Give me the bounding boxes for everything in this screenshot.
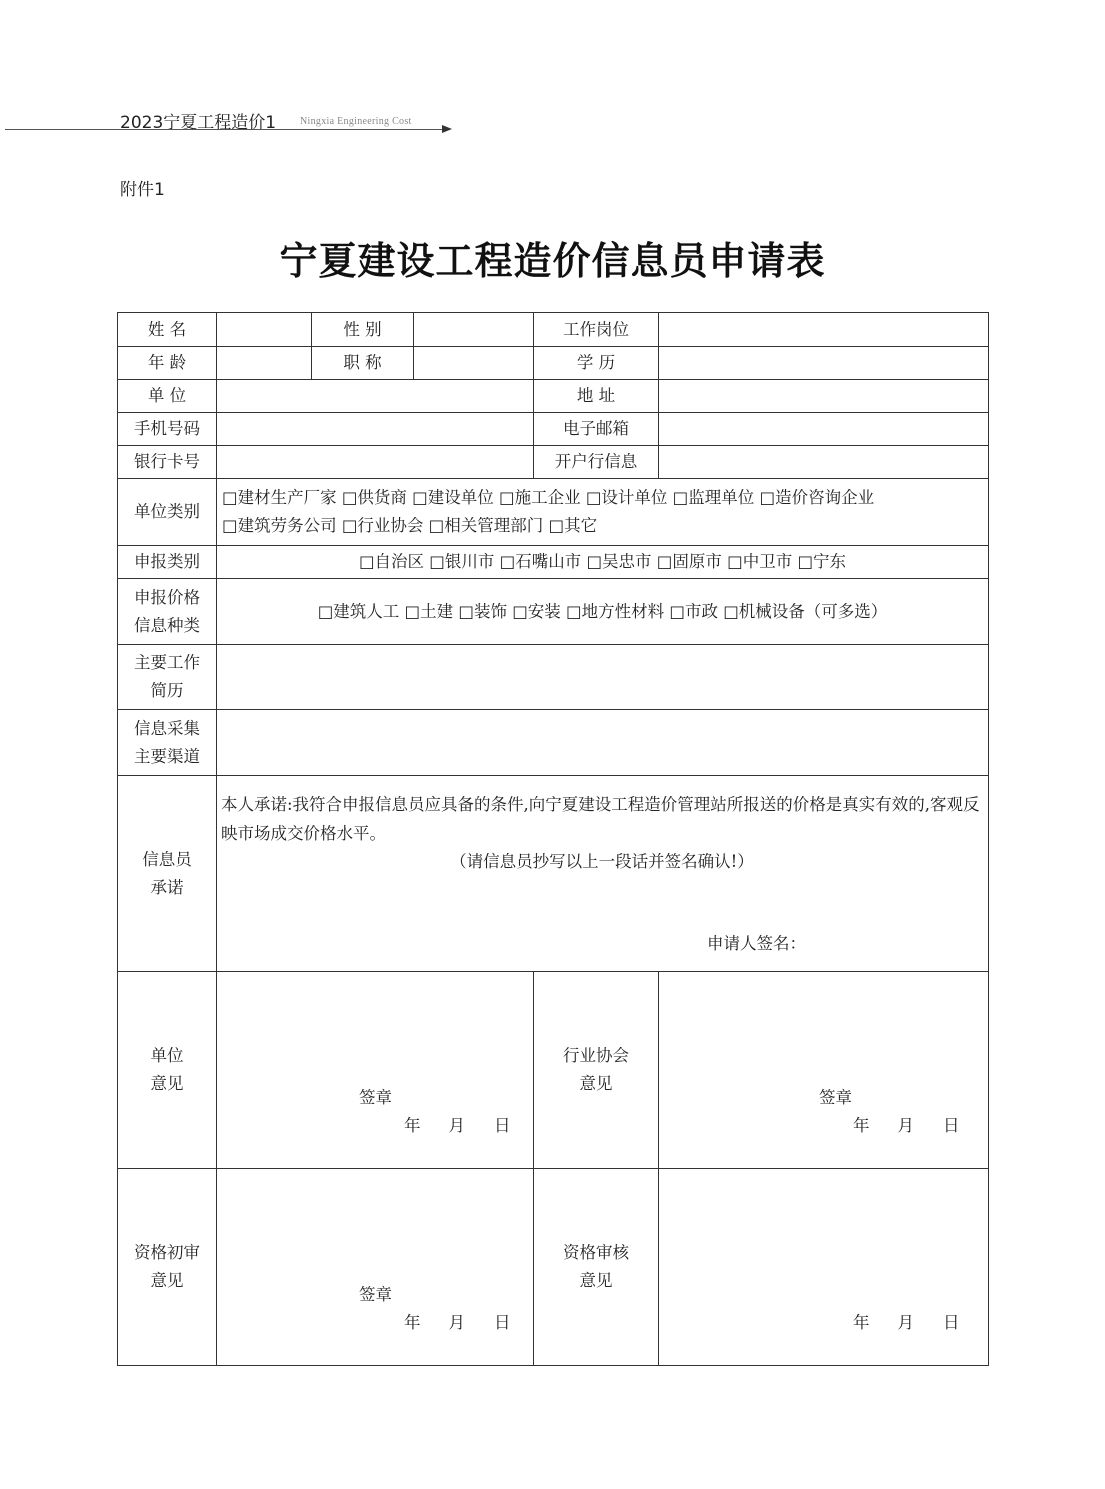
unit-opinion-label bbox=[118, 972, 217, 1169]
unit-type-options-line1: □建材生产厂家 □供货商 □建设单位 □施工企业 □设计单位 □监理单位 □造价咨询企业 bbox=[222, 488, 875, 507]
month-label: 月 bbox=[897, 1116, 914, 1135]
work-resume-label bbox=[118, 645, 217, 710]
assoc-opinion-label-line2: 意见 bbox=[579, 1074, 613, 1093]
journal-header-title: 2023宁夏工程造价1 bbox=[120, 113, 277, 133]
unit-label: 单 位 bbox=[118, 380, 217, 413]
form-row-age bbox=[118, 347, 989, 380]
work-resume-field[interactable] bbox=[217, 645, 989, 710]
form-row-reviews bbox=[118, 1169, 989, 1366]
unit-opinion-label-line1: 单位 bbox=[150, 1046, 184, 1065]
email-label: 电子邮箱 bbox=[534, 413, 659, 446]
form-row-commitment bbox=[118, 776, 989, 972]
init-review-field[interactable] bbox=[217, 1169, 534, 1366]
price-type-label-line2: 信息种类 bbox=[134, 615, 200, 635]
form-row-bank bbox=[118, 446, 989, 479]
day-label: 日 bbox=[494, 1116, 511, 1135]
position-label: 工作岗位 bbox=[534, 313, 659, 347]
assoc-opinion-label-line1: 行业协会 bbox=[563, 1046, 629, 1065]
gender-label: 性 别 bbox=[312, 313, 414, 347]
age-label: 年 龄 bbox=[118, 347, 217, 380]
day-label: 日 bbox=[494, 1313, 511, 1332]
header-divider bbox=[5, 129, 445, 130]
info-channel-label bbox=[118, 710, 217, 776]
year-label: 年 bbox=[404, 1313, 421, 1332]
bank-card-label: 银行卡号 bbox=[118, 446, 217, 479]
unit-field[interactable] bbox=[217, 380, 534, 413]
final-review-label-line1: 资格审核 bbox=[563, 1243, 629, 1262]
init-review-label-line2: 意见 bbox=[150, 1271, 184, 1290]
info-channel-field[interactable] bbox=[217, 710, 989, 776]
commitment-label-line2: 承诺 bbox=[150, 877, 184, 897]
form-row-name bbox=[118, 313, 989, 347]
year-label: 年 bbox=[853, 1116, 870, 1135]
month-label: 月 bbox=[448, 1116, 465, 1135]
work-resume-label-line2: 简历 bbox=[150, 681, 184, 700]
price-type-label bbox=[118, 579, 217, 645]
commitment-label bbox=[118, 776, 217, 972]
address-label: 地 址 bbox=[534, 380, 659, 413]
final-review-field[interactable] bbox=[659, 1169, 989, 1366]
bank-info-field[interactable] bbox=[659, 446, 989, 479]
assoc-seal-label: 签章 bbox=[819, 1088, 852, 1107]
info-channel-label-line1: 信息采集 bbox=[134, 718, 200, 738]
form-title: 宁夏建设工程造价信息员申请表 bbox=[279, 238, 826, 283]
assoc-date bbox=[853, 1112, 960, 1140]
assoc-opinion-label bbox=[534, 972, 659, 1169]
education-field[interactable] bbox=[659, 347, 989, 380]
commitment-label-line1: 信息员 bbox=[142, 849, 192, 869]
year-label: 年 bbox=[404, 1116, 421, 1135]
form-row-price-type bbox=[118, 579, 989, 645]
job-title-field[interactable] bbox=[414, 347, 534, 380]
applicant-signature-label: 申请人签名： bbox=[707, 934, 806, 953]
unit-type-options[interactable] bbox=[217, 479, 989, 546]
form-row-work-resume bbox=[118, 645, 989, 710]
email-field[interactable] bbox=[659, 413, 989, 446]
job-title-label: 职 称 bbox=[312, 347, 414, 380]
form-row-phone bbox=[118, 413, 989, 446]
unit-opinion-label-line2: 意见 bbox=[150, 1074, 184, 1093]
price-type-options[interactable]: □建筑人工 □土建 □装饰 □安装 □地方性材料 □市政 □机械设备（可多选） bbox=[217, 579, 989, 645]
bank-card-field[interactable] bbox=[217, 446, 534, 479]
commitment-text: 本人承诺:我符合申报信息员应具备的条件,向宁夏建设工程造价管理站所报送的价格是真实有效的,客观反映市场成交价格水平。 bbox=[221, 795, 980, 843]
address-field[interactable] bbox=[659, 380, 989, 413]
report-type-label: 申报类别 bbox=[118, 546, 217, 579]
form-row-report-type bbox=[118, 546, 989, 579]
form-row-opinions bbox=[118, 972, 989, 1169]
attachment-label: 附件1 bbox=[120, 180, 165, 200]
journal-header-subtitle: Ningxia Engineering Cost bbox=[300, 116, 412, 127]
commitment-field[interactable] bbox=[217, 776, 989, 972]
age-field[interactable] bbox=[217, 347, 312, 380]
name-label: 姓 名 bbox=[118, 313, 217, 347]
price-type-label-line1: 申报价格 bbox=[134, 587, 200, 607]
init-review-label bbox=[118, 1169, 217, 1366]
unit-type-options-line2: □建筑劳务公司 □行业协会 □相关管理部门 □其它 bbox=[222, 516, 598, 535]
final-review-label bbox=[534, 1169, 659, 1366]
form-row-info-channel bbox=[118, 710, 989, 776]
unit-opinion-field[interactable] bbox=[217, 972, 534, 1169]
phone-label: 手机号码 bbox=[118, 413, 217, 446]
education-label: 学 历 bbox=[534, 347, 659, 380]
application-form bbox=[117, 312, 989, 1366]
info-channel-label-line2: 主要渠道 bbox=[134, 746, 200, 766]
commitment-note: （请信息员抄写以上一段话并签名确认!） bbox=[450, 852, 754, 871]
arrow-icon bbox=[442, 125, 452, 133]
unit-date bbox=[404, 1112, 511, 1140]
bank-info-label: 开户行信息 bbox=[534, 446, 659, 479]
gender-field[interactable] bbox=[414, 313, 534, 347]
year-label: 年 bbox=[853, 1313, 870, 1332]
form-row-unit bbox=[118, 380, 989, 413]
init-review-seal-label: 签章 bbox=[359, 1285, 392, 1304]
init-review-date bbox=[404, 1309, 511, 1337]
month-label: 月 bbox=[448, 1313, 465, 1332]
work-resume-label-line1: 主要工作 bbox=[134, 653, 200, 672]
assoc-opinion-field[interactable] bbox=[659, 972, 989, 1169]
unit-seal-label: 签章 bbox=[359, 1088, 392, 1107]
report-type-options[interactable]: □自治区 □银川市 □石嘴山市 □吴忠市 □固原市 □中卫市 □宁东 bbox=[217, 546, 989, 579]
final-review-label-line2: 意见 bbox=[579, 1271, 613, 1290]
day-label: 日 bbox=[943, 1116, 960, 1135]
form-row-unit-type bbox=[118, 479, 989, 546]
day-label: 日 bbox=[943, 1313, 960, 1332]
init-review-label-line1: 资格初审 bbox=[134, 1243, 200, 1262]
month-label: 月 bbox=[897, 1313, 914, 1332]
name-field[interactable] bbox=[217, 313, 312, 347]
phone-field[interactable] bbox=[217, 413, 534, 446]
position-field[interactable] bbox=[659, 313, 989, 347]
unit-type-label: 单位类别 bbox=[118, 479, 217, 546]
final-review-date bbox=[853, 1309, 960, 1337]
